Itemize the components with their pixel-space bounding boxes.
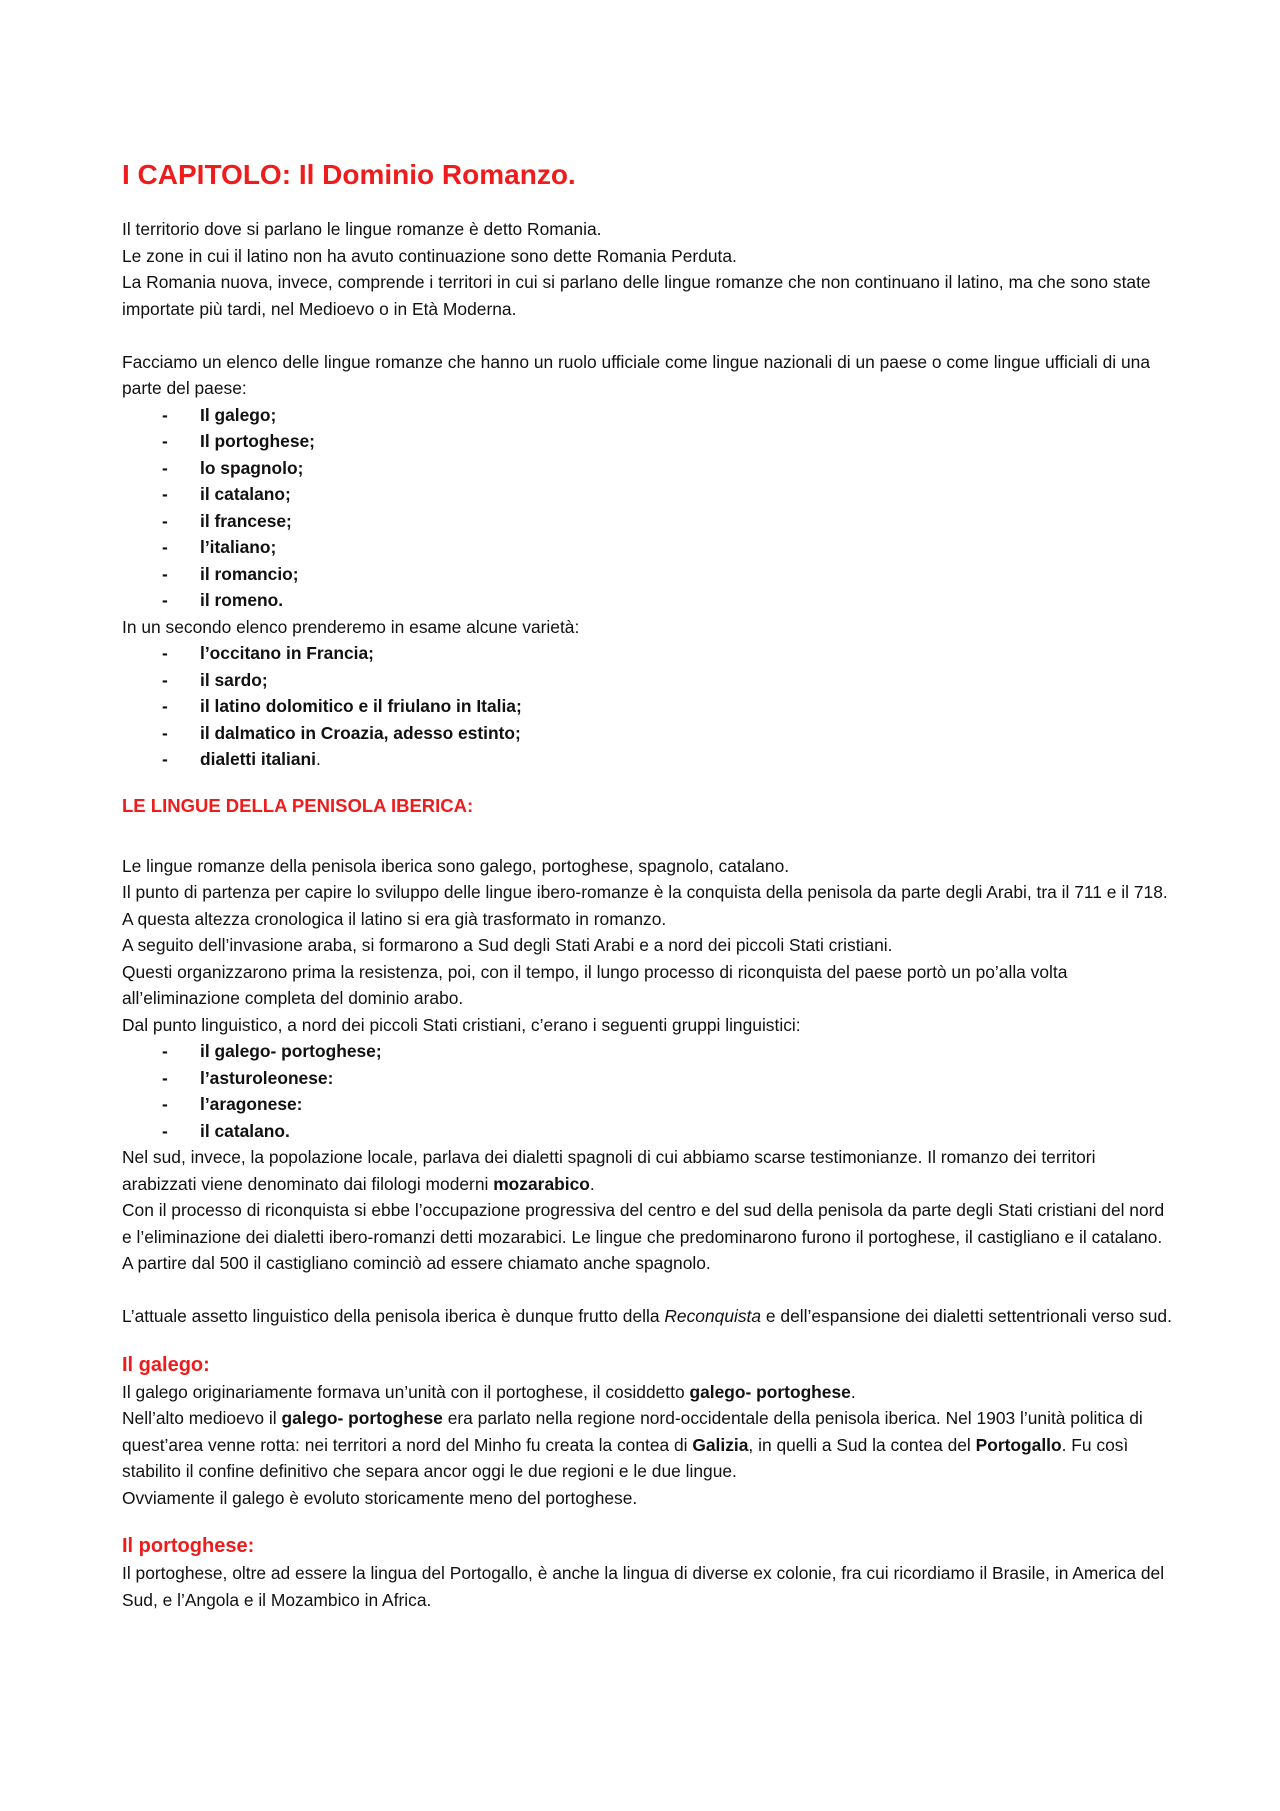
list-item: - il francese; bbox=[122, 508, 1172, 535]
list-item: - il sardo; bbox=[122, 667, 1172, 694]
text-span: Nel sud, invece, la popolazione locale, parlava dei dialetti spagnoli di cui abbiamo scarse testimonianze. Il romanzo dei territori arabizzati viene denominato dai filologi moderni bbox=[122, 1147, 1096, 1194]
iberica-paragraph-6 bbox=[122, 1144, 1172, 1197]
list-item: - il latino dolomitico e il friulano in Italia; bbox=[122, 693, 1172, 720]
list-item: - l’italiano; bbox=[122, 534, 1172, 561]
section-heading-portoghese: Il portoghese: bbox=[122, 1535, 255, 1557]
list-item: - il catalano; bbox=[122, 481, 1172, 508]
list-item bbox=[122, 746, 1172, 773]
text-span: e dell’espansione dei dialetti settentrionali verso sud. bbox=[761, 1306, 1172, 1326]
text-span: L’attuale assetto linguistico della penisola iberica è dunque frutto della bbox=[122, 1306, 665, 1326]
iberica-paragraph-2: Il punto di partenza per capire lo sviluppo delle lingue ibero-romanze è la conquista della penisola da parte degli Arabi, tra il 711 e il 718. A questa altezza cronologica il latino si era già trasformato in romanzo. bbox=[122, 882, 1168, 929]
text-span: . bbox=[589, 1173, 595, 1194]
spacer bbox=[122, 1330, 1172, 1352]
list-item: - lo spagnolo; bbox=[122, 455, 1172, 482]
list-item: - il romeno. bbox=[122, 587, 1172, 614]
official-languages-list bbox=[122, 402, 1172, 614]
list-item: - l’asturoleonese: bbox=[122, 1065, 1172, 1092]
iberica-paragraph-4: Questi organizzarono prima la resistenza, poi, con il tempo, il lungo processo di riconquista del paese portò un po’alla volta all’eliminazione completa del dominio arabo. bbox=[122, 961, 1068, 1008]
list-item-text: dialetti italiani bbox=[200, 749, 316, 769]
intro-line-2: Le zone in cui il latino non ha avuto continuazione sono dette Romania Perduta. bbox=[122, 245, 737, 266]
intro-line-3: La Romania nuova, invece, comprende i territori in cui si parlano delle lingue romanze che non continuano il latino, ma che sono state importate più tardi, nel Medioevo o in Età Moderna. bbox=[122, 272, 1151, 319]
text-span: , in quelli a Sud la contea del bbox=[748, 1434, 976, 1455]
portoghese-paragraph-1: Il portoghese, oltre ad essere la lingua del Portogallo, è anche la lingua di diverse ex colonie, fra cui ricordiamo il Brasile, in America del Sud, e l’Angola e il Mozambico in Africa. bbox=[122, 1563, 1165, 1610]
section-heading-galego: Il galego: bbox=[122, 1353, 210, 1376]
document-page bbox=[122, 158, 1172, 1613]
list-item: - l’occitano in Francia; bbox=[122, 640, 1172, 667]
bold-term: mozarabico bbox=[493, 1173, 590, 1194]
iberica-paragraph-8 bbox=[122, 1303, 1172, 1330]
text-span: . bbox=[850, 1381, 856, 1402]
varieties-list bbox=[122, 640, 1172, 773]
list1-intro: Facciamo un elenco delle lingue romanze che hanno un ruolo ufficiale come lingue nazionali di un paese o come lingue ufficiali di una parte del paese: bbox=[122, 351, 1151, 398]
galego-paragraph-3: Ovviamente il galego è evoluto storicamente meno del portoghese. bbox=[122, 1487, 638, 1508]
iberica-paragraph-1: Le lingue romanze della penisola iberica sono galego, portoghese, spagnolo, catalano. bbox=[122, 855, 790, 876]
spacer bbox=[122, 1511, 1172, 1533]
spacer bbox=[122, 773, 1172, 793]
text-span: . Fu così stabilito il confine definitivo che separa ancor oggi le due regioni e le due lingue. bbox=[122, 1434, 1129, 1481]
italic-term: Reconquista bbox=[664, 1306, 762, 1326]
chapter-title: I CAPITOLO: Il Dominio Romanzo. bbox=[122, 159, 576, 190]
text-span: era parlato nella regione nord-occidentale della penisola iberica. Nel 1903 l’unità politica di quest’area venne rotta: nei territori a nord del Minho fu creata la contea di bbox=[122, 1408, 1143, 1455]
section-heading-iberica: LE LINGUE DELLA PENISOLA IBERICA: bbox=[122, 794, 474, 816]
iberica-paragraph-3: A seguito dell’invasione araba, si formarono a Sud degli Stati Arabi e a nord dei piccoli Stati cristiani. bbox=[122, 935, 893, 955]
list-item: - Il galego; bbox=[122, 402, 1172, 429]
bold-term: galego- portoghese bbox=[281, 1408, 443, 1428]
spacer bbox=[122, 322, 1172, 349]
list-item: - il dalmatico in Croazia, adesso estinto; bbox=[122, 720, 1172, 747]
list-item: - il galego- portoghese; bbox=[122, 1038, 1172, 1065]
bold-term: Portogallo bbox=[975, 1434, 1062, 1455]
text-span: Il galego originariamente formava un’unità con il portoghese, il cosiddetto bbox=[122, 1381, 690, 1402]
text-span: Nell’alto medioevo il bbox=[122, 1408, 282, 1428]
galego-paragraph-2 bbox=[122, 1405, 1172, 1485]
list2-intro: In un secondo elenco prenderemo in esame alcune varietà: bbox=[122, 616, 580, 637]
list-item: - il romancio; bbox=[122, 561, 1172, 588]
list-item: - Il portoghese; bbox=[122, 428, 1172, 455]
galego-paragraph-1 bbox=[122, 1379, 1172, 1406]
intro-line-1: Il territorio dove si parlano le lingue romanze è detto Romania. bbox=[122, 219, 602, 239]
list-item: - l’aragonese: bbox=[122, 1091, 1172, 1118]
bold-term: galego- portoghese bbox=[689, 1381, 851, 1402]
list-item: - il catalano. bbox=[122, 1118, 1172, 1145]
iberica-paragraph-5: Dal punto linguistico, a nord dei piccoli Stati cristiani, c’erano i seguenti gruppi linguistici: bbox=[122, 1014, 801, 1035]
bold-term: Galizia bbox=[692, 1434, 749, 1455]
iberica-paragraph-7: Con il processo di riconquista si ebbe l’occupazione progressiva del centro e del sud della penisola da parte degli Stati cristiani del nord e l’eliminazione dei dialetti ibero-romanzi detti mozarabici. Le lingue che predominarono furono il portoghese, il castigliano e il catalano. A partire dal 500 il castigliano cominciò ad essere chiamato anche spagnolo. bbox=[122, 1200, 1165, 1273]
spacer bbox=[122, 1277, 1172, 1304]
linguistic-groups-list bbox=[122, 1038, 1172, 1144]
list-item-suffix: . bbox=[315, 749, 321, 769]
